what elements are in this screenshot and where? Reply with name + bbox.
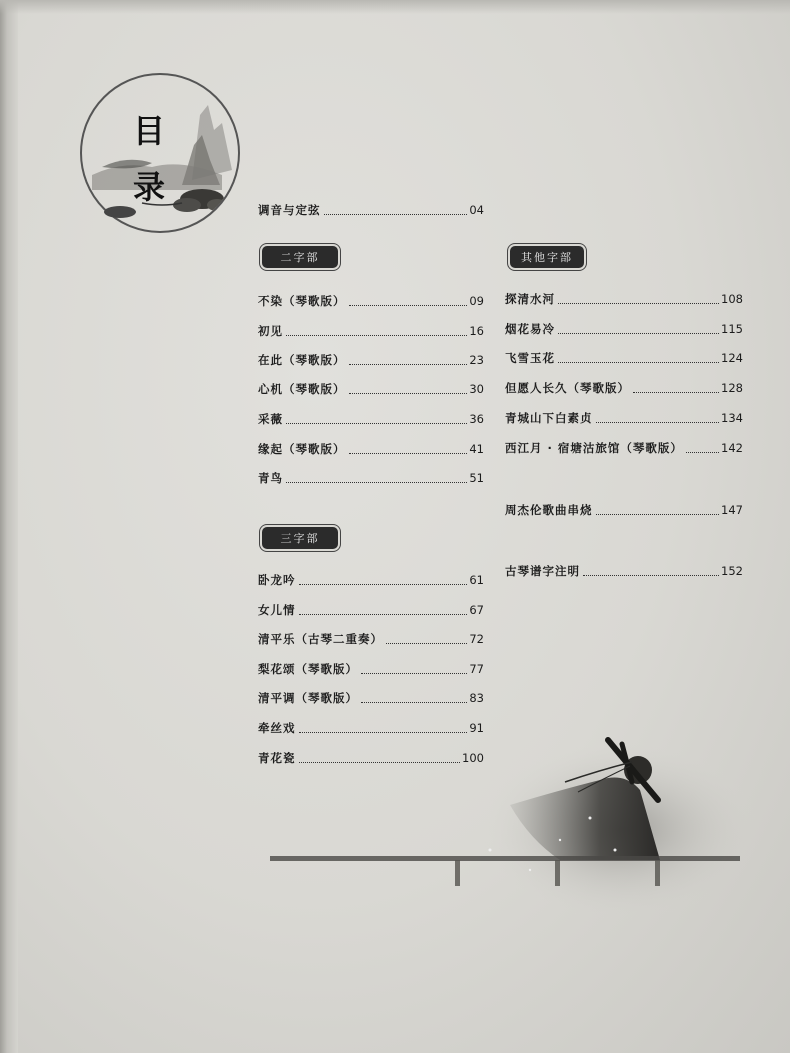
toc-entry-label: 清平调（琴歌版） <box>258 691 358 705</box>
toc-entry-page: 72 <box>469 632 484 646</box>
toc-entry[interactable] <box>505 376 743 396</box>
title-char-1: 目 <box>133 112 166 150</box>
dot-leader <box>361 673 467 674</box>
toc-entry[interactable] <box>505 406 743 426</box>
toc-entry-label: 采薇 <box>258 412 283 426</box>
toc-entry-label: 青城山下白素贞 <box>505 411 593 425</box>
dot-leader <box>558 362 719 363</box>
toc-entry-label: 但愿人长久（琴歌版） <box>505 381 630 395</box>
toc-entry-label: 卧龙吟 <box>258 573 296 587</box>
dot-leader <box>299 614 468 615</box>
section-heading-two-char: 二字部 <box>262 246 338 268</box>
dot-leader <box>349 364 468 365</box>
toc-entry-label: 不染（琴歌版） <box>258 294 346 308</box>
dot-leader <box>324 214 468 215</box>
toc-entry[interactable] <box>258 598 484 618</box>
toc-entry-label: 心机（琴歌版） <box>258 382 346 396</box>
toc-entry-label: 探清水河 <box>505 292 555 306</box>
toc-entry-page: 61 <box>469 573 484 587</box>
toc-entry[interactable] <box>258 627 484 647</box>
toc-entry-page: 115 <box>721 322 743 336</box>
toc-entry-label: 梨花颂（琴歌版） <box>258 662 358 676</box>
toc-entry[interactable] <box>258 568 484 588</box>
title-char-2: 录 <box>133 168 166 206</box>
dot-leader <box>386 643 467 644</box>
toc-entry[interactable] <box>505 346 743 366</box>
dot-leader <box>349 305 468 306</box>
toc-entry-page: 83 <box>469 691 484 705</box>
toc-entry-page: 147 <box>721 503 743 517</box>
toc-entry-page: 67 <box>469 603 484 617</box>
toc-entry-medley[interactable] <box>505 498 743 518</box>
section-heading-other: 其他字部 <box>510 246 584 268</box>
toc-entry[interactable] <box>258 657 484 677</box>
dot-leader <box>596 514 720 515</box>
toc-entry-label: 周杰伦歌曲串烧 <box>505 503 593 517</box>
ink-figure-illustration <box>260 700 760 940</box>
toc-entry-label: 西江月 · 宿塘沽旅馆（琴歌版） <box>505 441 683 455</box>
toc-entry-label: 古琴谱字注明 <box>505 564 580 578</box>
section-heading-three-char: 三字部 <box>262 527 338 549</box>
toc-entry[interactable] <box>505 317 743 337</box>
toc-entry[interactable] <box>258 437 484 457</box>
toc-entry[interactable] <box>258 348 484 368</box>
dot-leader <box>596 422 720 423</box>
toc-entry-page: 128 <box>721 381 743 395</box>
toc-entry-page: 142 <box>721 441 743 455</box>
toc-entry-label: 缘起（琴歌版） <box>258 442 346 456</box>
toc-entry-page: 152 <box>721 564 743 578</box>
toc-entry-page: 51 <box>469 471 484 485</box>
toc-entry-label: 烟花易冷 <box>505 322 555 336</box>
dot-leader <box>286 482 467 483</box>
toc-entry[interactable] <box>258 407 484 427</box>
toc-entry[interactable] <box>258 466 484 486</box>
dot-leader <box>558 333 719 334</box>
toc-entry-label: 清平乐（古琴二重奏） <box>258 632 383 646</box>
toc-entry-page: 100 <box>462 751 484 765</box>
dot-leader <box>633 392 719 393</box>
toc-entry[interactable] <box>505 436 743 456</box>
toc-entry-page: 09 <box>469 294 484 308</box>
rock-icon <box>100 200 140 220</box>
toc-entry-page: 124 <box>721 351 743 365</box>
book-spine-shadow <box>0 0 18 1053</box>
dot-leader <box>583 575 719 576</box>
dot-leader <box>349 393 468 394</box>
dot-leader <box>686 452 719 453</box>
toc-entry-page: 16 <box>469 324 484 338</box>
toc-entry[interactable] <box>258 377 484 397</box>
toc-entry-page: 91 <box>469 721 484 735</box>
toc-entry-page: 04 <box>469 203 484 217</box>
toc-entry-page: 23 <box>469 353 484 367</box>
toc-entry-notation[interactable] <box>505 559 743 579</box>
dot-leader <box>299 584 468 585</box>
toc-entry-label: 女儿情 <box>258 603 296 617</box>
toc-entry-page: 36 <box>469 412 484 426</box>
toc-entry-page: 41 <box>469 442 484 456</box>
toc-entry-label: 在此（琴歌版） <box>258 353 346 367</box>
toc-entry-page: 108 <box>721 292 743 306</box>
dot-leader <box>286 335 467 336</box>
toc-entry-page: 77 <box>469 662 484 676</box>
page-top-shadow <box>0 0 790 14</box>
toc-entry-label: 青鸟 <box>258 471 283 485</box>
dot-leader <box>349 453 468 454</box>
toc-entry-page: 134 <box>721 411 743 425</box>
toc-entry-page: 30 <box>469 382 484 396</box>
toc-entry-tuning[interactable] <box>258 198 484 218</box>
dot-leader <box>286 423 467 424</box>
toc-entry-label: 青花瓷 <box>258 751 296 765</box>
toc-entry-label: 飞雪玉花 <box>505 351 555 365</box>
toc-entry-label: 初见 <box>258 324 283 338</box>
toc-entry[interactable] <box>258 289 484 309</box>
toc-entry[interactable] <box>505 287 743 307</box>
toc-entry[interactable] <box>258 319 484 339</box>
dot-leader <box>558 303 719 304</box>
toc-entry-label: 牵丝戏 <box>258 721 296 735</box>
toc-entry-label: 调音与定弦 <box>258 203 321 217</box>
